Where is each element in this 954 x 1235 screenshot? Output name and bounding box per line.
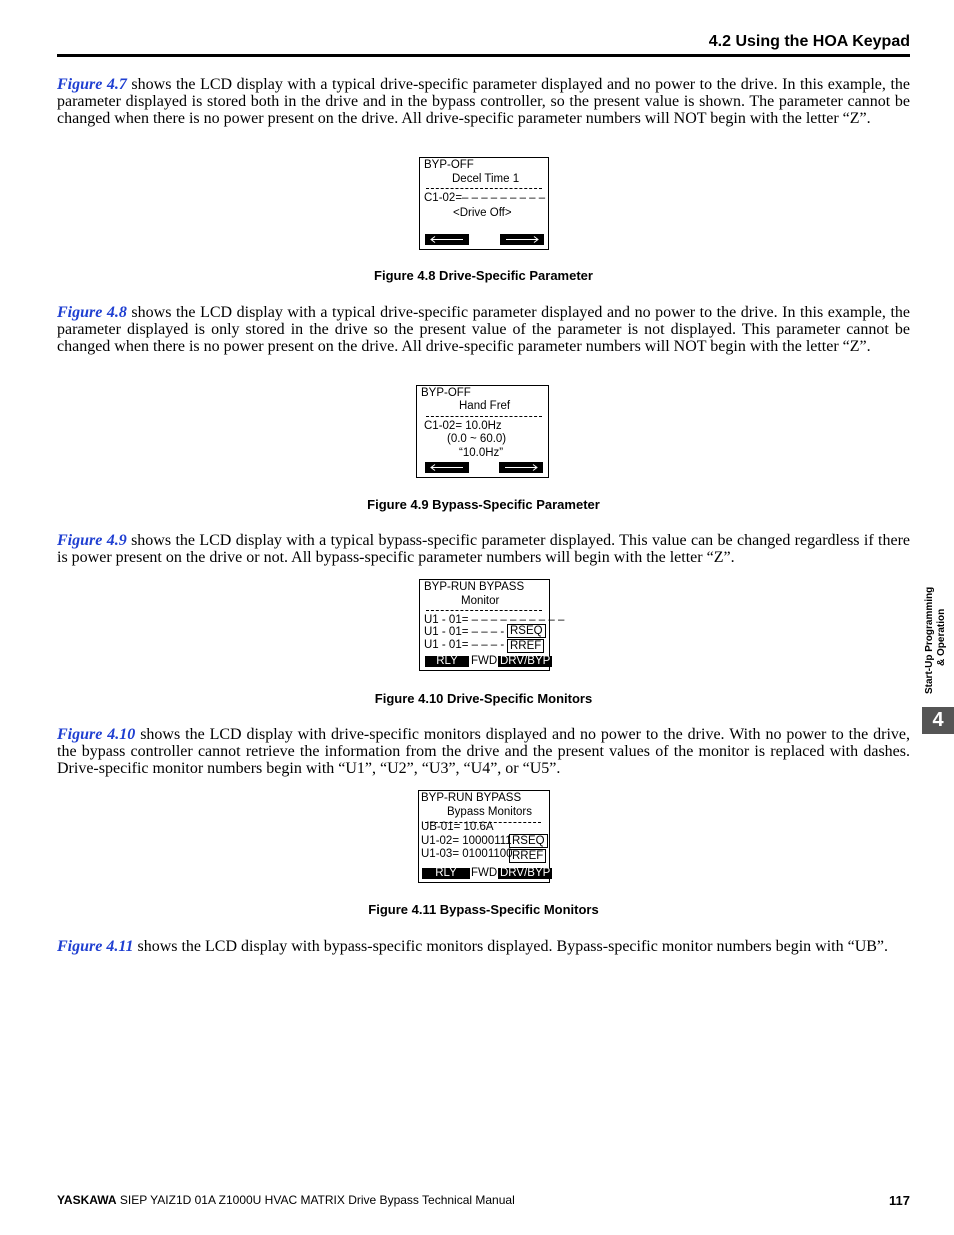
figure-caption-4-11: Figure 4.11 Bypass-Specific Monitors: [368, 902, 599, 917]
footer: [57, 1193, 515, 1207]
paragraph-4: [57, 726, 910, 777]
lcd-rly-indicator: RLY: [425, 656, 469, 667]
paragraph-1: [57, 76, 910, 127]
arrow-right-icon: [503, 464, 539, 471]
lcd-right-arrow-button[interactable]: [500, 234, 544, 245]
lcd-status-line: BYP-RUN BYPASS: [424, 581, 525, 593]
figure-caption-4-9: Figure 4.9 Bypass-Specific Parameter: [367, 497, 600, 512]
lcd-param-name: Decel Time 1: [452, 173, 520, 185]
paragraph-3: [57, 532, 910, 566]
lcd-separator: [426, 416, 542, 417]
arrow-right-icon: [504, 236, 540, 243]
lcd-rly-indicator: RLY: [422, 868, 470, 879]
lcd-param-value: C1-02=– – – – – – – – –: [424, 192, 546, 204]
lcd-status-line: BYP-RUN BYPASS: [421, 792, 522, 804]
lcd-monitor-title: Monitor: [461, 595, 500, 607]
paragraph-text: shows the LCD display with a typical drive-specific parameter displayed and no power to the drive. In this example, the parameter displayed is stored both in the drive and in the bypass controller, so the present value is shown. The parameter cannot be changed when there is no power present on the drive. All drive-specific parameter numbers will NOT begin with the letter “Z”.: [57, 76, 910, 127]
lcd-param-range: (0.0 ~ 60.0): [447, 433, 507, 445]
lcd-display-drive-specific-parameter: [419, 157, 549, 250]
lcd-fwd-indicator: FWD: [471, 655, 498, 667]
lcd-drive-off-note: <Drive Off>: [453, 207, 512, 219]
page-number: 117: [889, 1193, 910, 1208]
lcd-monitor-line-3: U1 - 01= – – – -: [424, 639, 505, 651]
lcd-status-line: BYP-OFF: [424, 159, 474, 171]
lcd-monitor-line-1: UB-01= 10.6A: [421, 821, 494, 833]
lcd-separator: [426, 610, 542, 611]
lcd-left-arrow-button[interactable]: [425, 234, 469, 245]
chapter-side-label: [920, 560, 950, 700]
lcd-rref-tag: RREF: [509, 849, 546, 863]
lcd-param-value: C1-02= 10.0Hz: [424, 420, 502, 432]
chapter-tab[interactable]: 4: [922, 707, 954, 734]
figure-caption-4-8: Figure 4.8 Drive-Specific Parameter: [374, 268, 593, 283]
lcd-display-drive-specific-monitors: [419, 579, 565, 671]
lcd-display-bypass-specific-parameter: [416, 385, 549, 478]
paragraph-text: shows the LCD display with bypass-specific monitors displayed. Bypass-specific monitor numbers begin with “UB”.: [133, 938, 889, 955]
paragraph-text: shows the LCD display with a typical drive-specific parameter displayed and no power to the drive. In this example, the parameter displayed is only stored in the drive so the present value of the parameter is not displayed. This parameter cannot be changed when there is no power present on the drive. All drive-specific parameter numbers will NOT begin with the letter “Z”.: [57, 304, 910, 355]
lcd-status-line: BYP-OFF: [421, 387, 471, 399]
figure-caption-4-10: Figure 4.10 Drive-Specific Monitors: [374, 691, 593, 706]
paragraph-2: [57, 304, 910, 355]
lcd-right-arrow-button[interactable]: [499, 462, 543, 473]
lcd-rref-tag: RREF: [507, 639, 544, 653]
lcd-rseq-tag: RSEQ: [507, 624, 546, 638]
section-title: 4.2 Using the HOA Keypad: [708, 33, 910, 50]
lcd-drv-byp-indicator: DRV/BYP: [500, 867, 551, 879]
figure-link-4-7[interactable]: Figure 4.7: [57, 76, 127, 93]
paragraph-text: shows the LCD display with drive-specific monitors displayed and no power to the drive. With no power to the drive, the bypass controller cannot retrieve the information from the drive and the present values of the monitor is replaced with dashes. Drive-specific monitor numbers begin with “U1”, “U2”, “U3”, “U4”, or “U5”.: [57, 726, 911, 777]
lcd-monitor-line-2: U1 - 01= – – – -: [424, 626, 505, 638]
footer-brand: YASKAWA: [57, 1193, 117, 1207]
arrow-left-icon: [429, 464, 465, 471]
lcd-left-arrow-button[interactable]: [425, 462, 469, 473]
header-rule: [57, 54, 910, 57]
figure-link-4-10[interactable]: Figure 4.10: [57, 726, 136, 743]
footer-document-title: SIEP YAIZ1D 01A Z1000U HVAC MATRIX Drive Bypass Technical Manual: [116, 1193, 515, 1207]
lcd-monitor-line-2: U1-02= 10000111: [421, 835, 512, 847]
lcd-display-bypass-specific-monitors: [418, 790, 550, 883]
side-label-line-2: & Operation: [936, 608, 947, 666]
figure-link-4-8[interactable]: Figure 4.8: [57, 304, 127, 321]
lcd-separator: [426, 188, 542, 189]
side-label-line-1: Start-Up Programming: [924, 586, 935, 694]
lcd-fwd-indicator: FWD: [471, 867, 498, 879]
paragraph-text: shows the LCD display with a typical bypass-specific parameter displayed. This value can be changed regardless if there is power present on the drive or not. All bypass-specific parameter numbers will begin with the letter “Z”.: [57, 532, 911, 566]
lcd-param-name: Hand Fref: [459, 400, 511, 412]
lcd-rseq-tag: RSEQ: [509, 834, 548, 848]
lcd-param-default: “10.0Hz”: [459, 447, 504, 459]
lcd-monitor-title: Bypass Monitors: [447, 806, 533, 818]
lcd-drv-byp-indicator: DRV/BYP: [500, 655, 551, 667]
arrow-left-icon: [429, 236, 465, 243]
figure-link-4-11[interactable]: Figure 4.11: [57, 938, 134, 955]
lcd-monitor-line-1: U1 - 01= – – – – – – – – – –: [424, 614, 565, 626]
paragraph-5: [57, 938, 910, 955]
figure-link-4-9[interactable]: Figure 4.9: [57, 532, 127, 549]
lcd-monitor-line-3: U1-03= 01001100: [421, 848, 513, 860]
